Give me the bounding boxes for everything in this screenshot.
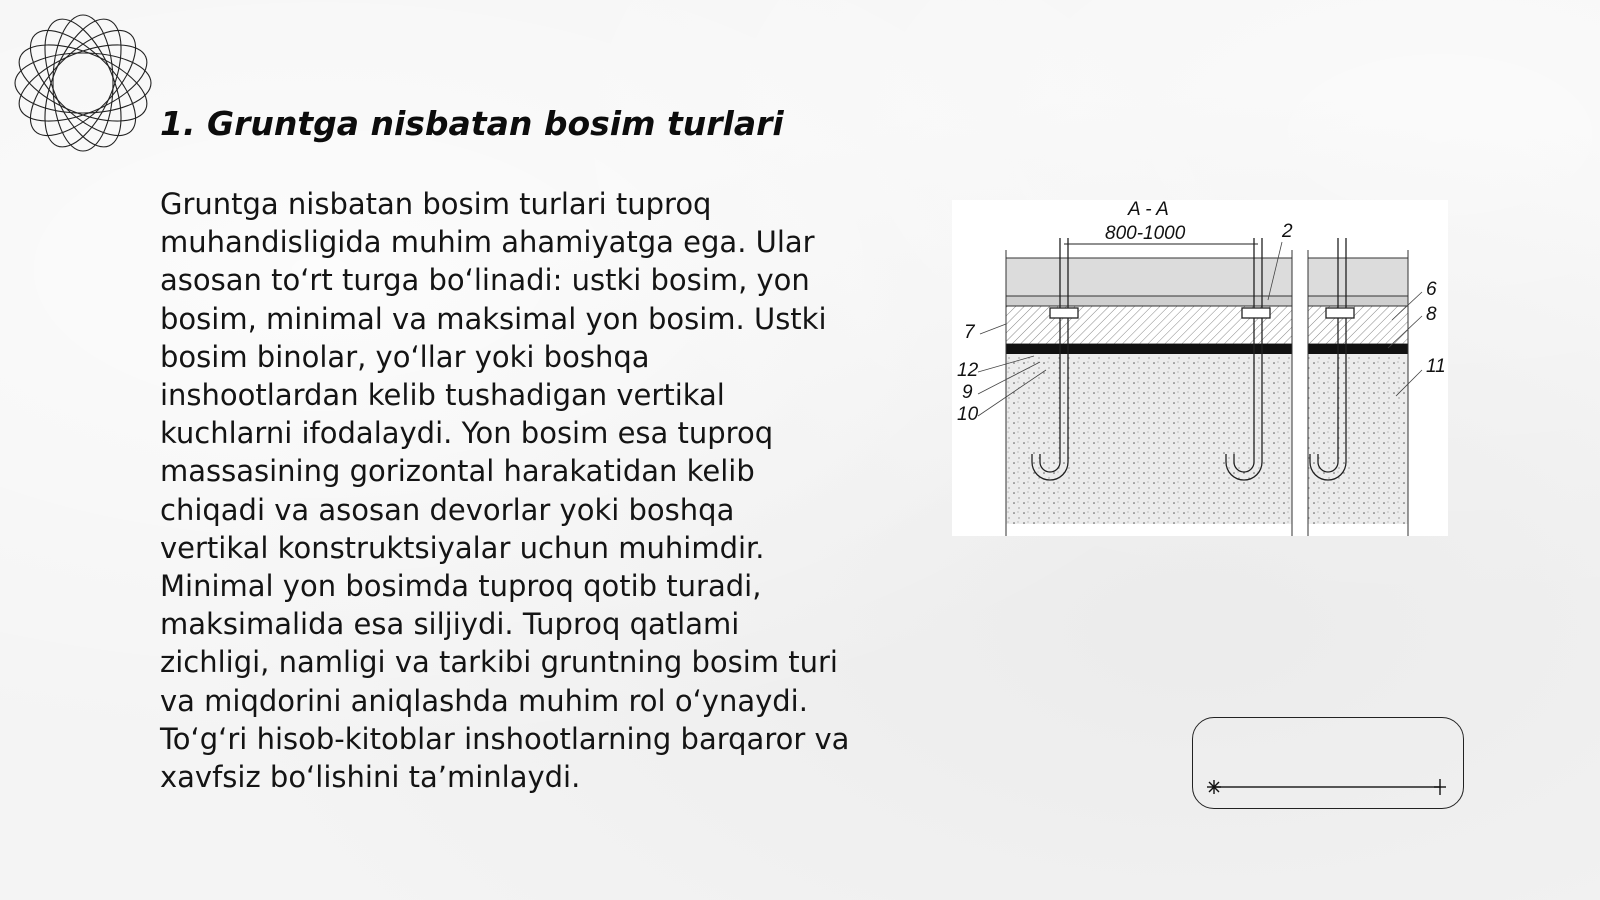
callout-11: 11 bbox=[1426, 356, 1446, 377]
cross-icon bbox=[1434, 779, 1446, 795]
screed-layer bbox=[1006, 296, 1408, 306]
callout-12: 12 bbox=[957, 360, 979, 381]
section-label: A - A bbox=[1128, 200, 1169, 220]
dimension-label: 800-1000 bbox=[1105, 223, 1186, 244]
spirograph-ornament-icon bbox=[10, 10, 156, 156]
callout-7: 7 bbox=[964, 322, 975, 343]
waterproof-layer bbox=[1006, 344, 1408, 354]
legend-box bbox=[1192, 717, 1464, 809]
callout-2: 2 bbox=[1282, 221, 1293, 242]
callout-8: 8 bbox=[1426, 304, 1437, 325]
foundation-section-drawing bbox=[952, 200, 1448, 536]
callout-6: 6 bbox=[1426, 279, 1437, 300]
break-gap bbox=[1292, 250, 1308, 536]
star-icon bbox=[1207, 780, 1221, 794]
legend-line bbox=[1192, 717, 1464, 809]
top-layer bbox=[1006, 258, 1408, 296]
slide-title: 1. Gruntga nisbatan bosim turlari bbox=[160, 104, 784, 143]
callout-9: 9 bbox=[962, 382, 973, 403]
callout-10: 10 bbox=[957, 404, 979, 425]
soil-dots bbox=[1006, 354, 1408, 524]
body-text: Gruntga nisbatan bosim turlari tuproq muhandisligida muhim ahamiyatga ega. Ular asosan to‘rt turga bo‘linadi: ustki bosim, yon bosim, minimal va maksimal yon bosim. Ustki bosim binolar, yo‘llar yoki boshqa inshootlardan kelib tushadigan vertikal kuchlarni ifodalaydi. Yon bosim esa tuproq massasining gorizontal harakatidan kelib chiqadi va asosan devorlar yoki boshqa vertikal konstruktsiyalar uchun muhimdir. Minimal yon bosimda tuproq qotib turadi, maksimalida esa siljiydi. Tuproq qatlami zichligi, namligi va tarkibi gruntning bosim turi va miqdorini aniqlashda muhim rol o‘ynaydi. To‘g‘ri hisob-kitoblar inshootlarning barqaror va xavfsiz bo‘lishini ta’minlaydi. bbox=[160, 187, 850, 795]
